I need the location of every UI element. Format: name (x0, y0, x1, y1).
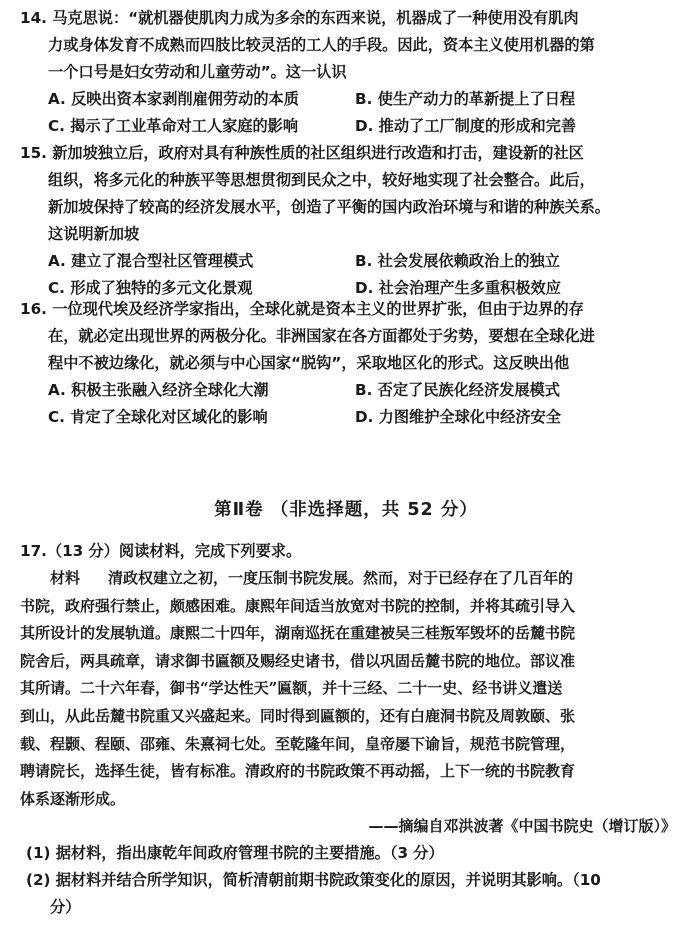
q14-option-a[interactable]: A. 反映出资本家剥削雇佣劳动的本质 (48, 90, 299, 108)
question-16 (20, 296, 675, 431)
q17-subquestion-1: (1) 据材料，指出康乾年间政府管理书院的主要措施。（3 分） (26, 844, 444, 863)
q14-stem-line-3: 一个口号是妇女劳动和儿童劳动”。这一认识 (48, 63, 347, 81)
q14-option-d[interactable]: D. 推动了工厂制度的形成和完善 (355, 117, 577, 135)
q16-stem-line-1: 16. 一位现代埃及经济学家指出，全球化就是资本主义的世界扩张，但由于边界的存 (20, 300, 584, 318)
question-15 (20, 140, 675, 302)
section-title: 第Ⅱ卷 （非选择题，共 52 分） (214, 500, 478, 520)
q17-material-line-8: 聘请院长，选择生徒，皆有标准。清政府的书院政策不再动摇，上下一统的书院教育 (20, 762, 576, 781)
q16-option-b[interactable]: B. 否定了民族化经济发展模式 (355, 381, 560, 399)
q15-option-a[interactable]: A. 建立了混合型社区管理模式 (48, 252, 254, 270)
q14-stem-line-1: 14. 马克思说：“就机器使肌肉力成为多余的东西来说，机器成了一种使用没有肌肉 (20, 9, 579, 27)
q17-material-line-6: 到山，从此岳麓书院重又兴盛起来。同时得到匾额的，还有白鹿洞书院及周敦颐、张 (20, 706, 576, 725)
q17-subquestion-2-cont: 分） (50, 898, 81, 917)
q17-source: ——摘编自邓洪波著《中国书院史（增订版）》 (368, 817, 676, 836)
question-17 (20, 538, 680, 921)
q17-material-line-5: 其所请。二十六年春，御书“学达性天”匾额，并十三经、二十一史、经书讲义遣送 (20, 679, 563, 698)
q17-material-line-4: 院舍后，两具疏章，请求御书匾额及赐经史诸书，借以巩固岳麓书院的地位。部议准 (20, 651, 576, 670)
q14-option-b[interactable]: B. 使生产动力的革新提上了日程 (355, 90, 576, 108)
q14-option-c[interactable]: C. 揭示了工业革命对工人家庭的影响 (48, 117, 299, 135)
q14-options-row-2 (20, 113, 675, 140)
q17-material (20, 565, 680, 813)
q14-options-row-1 (20, 86, 675, 113)
material-label: 材料 (50, 569, 81, 587)
q16-stem-line-3: 程中不被边缘化，就必须与中心国家“脱钩”，采取地区化的形式。这反映出他 (48, 354, 570, 372)
q16-options-row-1 (20, 377, 675, 404)
question-14 (20, 5, 675, 140)
q17-head: 17.（13 分）阅读材料，完成下列要求。 (20, 542, 302, 560)
q16-stem-line-2: 在，就必定出现世界的两极分化。非洲国家在各方面都处于劣势，要想在全球化进 (48, 327, 595, 345)
q16-option-d[interactable]: D. 力图维护全球化中经济安全 (355, 408, 561, 426)
q17-material-line-1-text: 清政权建立之初，一度压制书院发展。然而，对于已经存在了几百年的 (108, 569, 574, 587)
q17-material-line-1 (20, 565, 680, 593)
q17-material-line-3: 其所设计的发展轨道。康熙二十四年，湖南巡抚在重建被吴三桂叛军毁坏的岳麓书院 (20, 624, 576, 643)
q16-option-a[interactable]: A. 积极主张融入经济全球化大潮 (48, 381, 269, 399)
q17-material-line-9: 体系逐渐形成。 (20, 789, 126, 808)
q17-material-line-7: 载、程颢、程颐、邵雍、朱熹祠七处。至乾隆年间，皇帝屡下谕旨，规范书院管理， (20, 734, 576, 753)
q15-stem-line-1: 15. 新加坡独立后，政府对具有种族性质的社区组织进行改造和打击，建设新的社区 (20, 144, 584, 162)
q17-subquestion-2: (2) 据材料并结合所学知识，简析清朝前期书院政策变化的原因，并说明其影响。（10 (26, 871, 601, 890)
q15-stem-line-4: 这说明新加坡 (48, 225, 140, 243)
q15-stem-line-2: 组织，将多元化的种族平等思想贯彻到民众之中，较好地实现了社会整合。此后， (48, 171, 595, 189)
q15-options-row-1 (20, 248, 675, 275)
q15-option-b[interactable]: B. 社会发展依赖政治上的独立 (355, 252, 560, 270)
q17-material-line-2: 书院，政府强行禁止，颇感困难。康熙年间适当放宽对书院的控制，并将其疏引导入 (20, 596, 576, 615)
q14-stem-line-2: 力或身体发育不成熟而四肢比较灵活的工人的手段。因此，资本主义使用机器的第 (48, 36, 595, 54)
q15-option-d[interactable]: D. 社会治理产生多重积极效应 (355, 279, 561, 297)
q16-option-c[interactable]: C. 肯定了全球化对区域化的影响 (48, 408, 268, 426)
q15-option-c[interactable]: C. 形成了独特的多元文化景观 (48, 279, 253, 297)
q15-stem-line-3: 新加坡保持了较高的经济发展水平，创造了平衡的国内政治环境与和谐的种族关系。 (48, 198, 610, 216)
q16-options-row-2 (20, 404, 675, 431)
